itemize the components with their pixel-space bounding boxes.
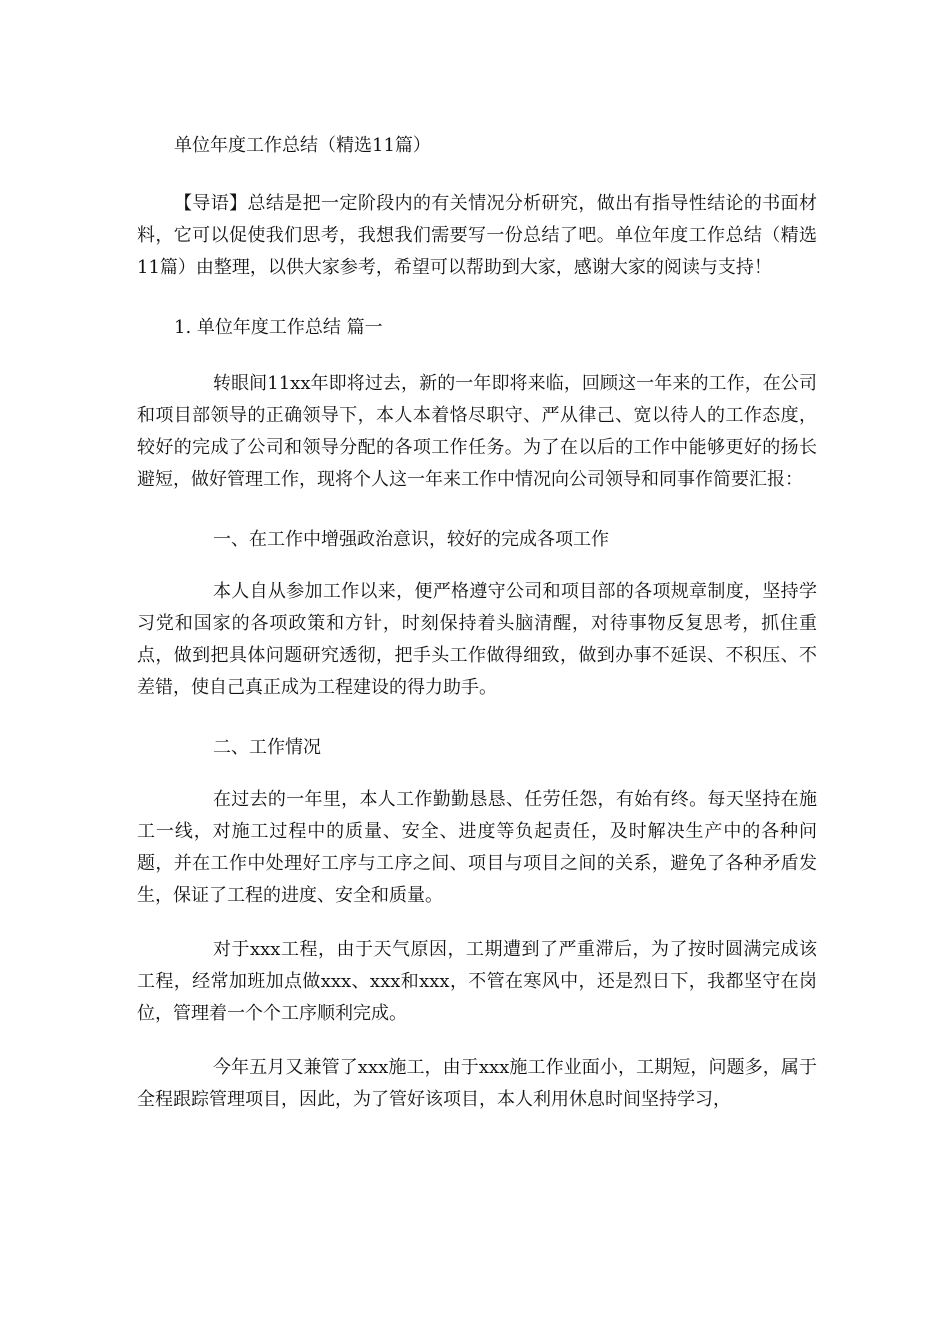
body-paragraph: 今年五月又兼管了xxx施工，由于xxx施工作业面小，工期短，问题多，属于全程跟踪管理项目，因此，为了管好该项目，本人利用休息时间坚持学习， <box>137 1057 817 1110</box>
document-content <box>137 128 817 1116</box>
subheading-work-status: 二、工作情况 <box>213 737 321 758</box>
body-paragraph: 转眼间11xx年即将过去，新的一年即将来临，回顾这一年来的工作，在公司和项目部领导的正确领导下，本人本着恪尽职守、严从律己、宽以待人的工作态度，较好的完成了公司和领导分配的各项工作任务。为了在以后的工作中能够更好的扬长避短，做好管理工作，现将个人这一年来工作中情况向公司领导和同事作简要汇报： <box>137 373 817 490</box>
body-paragraph: 在过去的一年里，本人工作勤勤恳恳、任劳任怨，有始有终。每天坚持在施工一线，对施工过程中的质量、安全、进度等负起责任，及时解决生产中的各种问题，并在工作中处理好工序与工序之间、项目与项目之间的关系，避免了各种矛盾发生，保证了工程的进度、安全和质量。 <box>137 789 817 906</box>
subheading-political-awareness: 一、在工作中增强政治意识，较好的完成各项工作 <box>213 529 609 550</box>
intro-paragraph: 【导语】总结是把一定阶段内的有关情况分析研究，做出有指导性结论的书面材料，它可以促使我们思考，我想我们需要写一份总结了吧。单位年度工作总结（精选11篇）由整理，以供大家参考，希望可以帮助到大家，感谢大家的阅读与支持！ <box>137 193 817 278</box>
section-title: 1. 单位年度工作总结 篇一 <box>174 317 383 338</box>
body-paragraph: 对于xxx工程，由于天气原因，工期遭到了严重滞后，为了按时圆满完成该工程，经常加班加点做xxx、xxx和xxx，不管在寒风中，还是烈日下，我都坚守在岗位，管理着一个个工序顺利完成。 <box>137 939 817 1024</box>
body-paragraph: 本人自从参加工作以来，便严格遵守公司和项目部的各项规章制度，坚持学习党和国家的各项政策和方针，时刻保持着头脑清醒，对待事物反复思考，抓住重点，做到把具体问题研究透彻，把手头工作做得细致，做到办事不延误、不积压、不差错，使自己真正成为工程建设的得力助手。 <box>137 581 817 698</box>
document-title: 单位年度工作总结（精选11篇） <box>174 135 431 156</box>
